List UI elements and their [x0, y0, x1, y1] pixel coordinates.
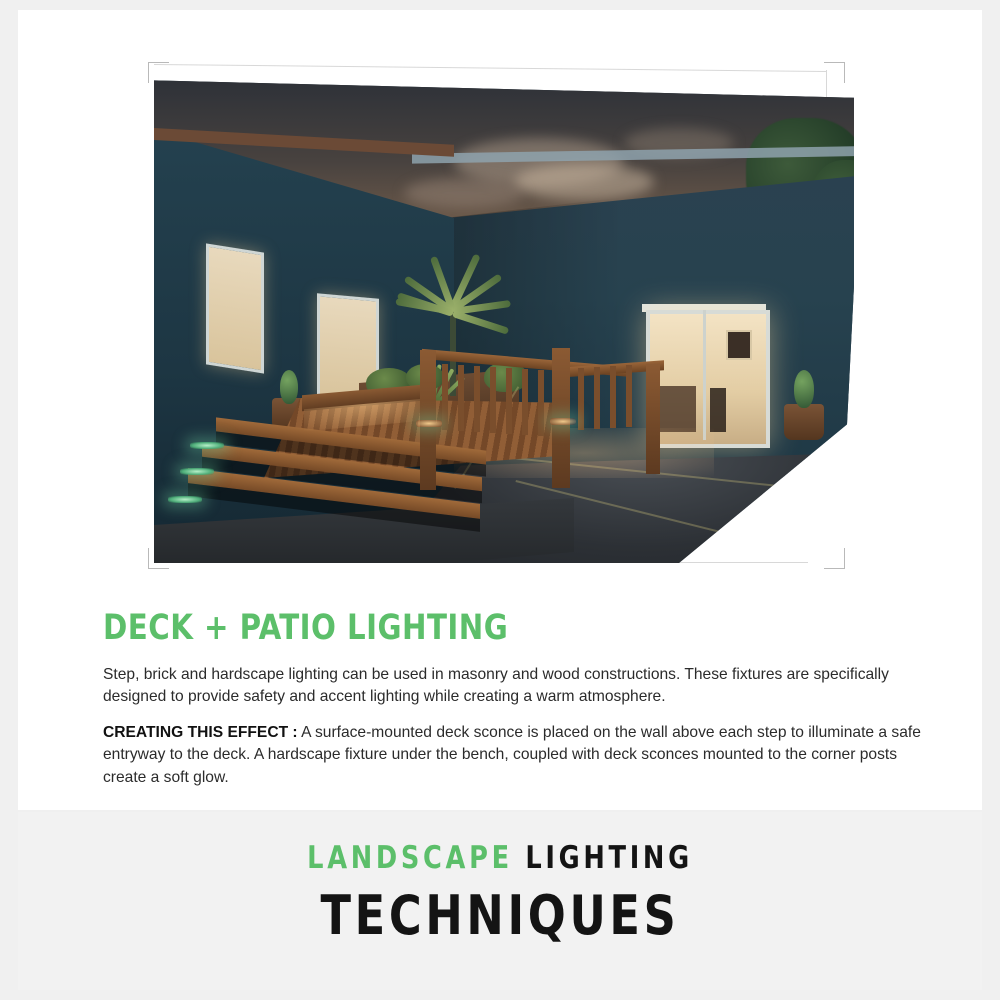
window-left	[206, 243, 264, 373]
effect-paragraph	[103, 722, 933, 788]
page-title: DECK + PATIO LIGHTING	[103, 608, 509, 648]
footer-band	[18, 812, 982, 990]
step-light	[190, 442, 224, 449]
footer-word-landscape: LANDSCAPE	[307, 840, 513, 876]
step-light	[180, 468, 214, 475]
railing-baluster	[458, 365, 464, 431]
effect-label: CREATING THIS EFFECT :	[103, 724, 298, 742]
illustration	[138, 50, 878, 580]
railing-corner-post	[646, 364, 660, 474]
railing-baluster	[490, 367, 496, 433]
content-sheet	[18, 10, 982, 810]
railing-baluster	[538, 370, 544, 436]
scene-frame	[154, 68, 854, 563]
night-scene	[154, 68, 854, 563]
railing-baluster	[578, 368, 584, 430]
planter-pot-right	[784, 404, 824, 440]
cactus-left	[280, 370, 298, 404]
cactus-right	[794, 370, 814, 408]
footer-lockup	[18, 840, 982, 947]
interior-furniture	[710, 388, 726, 432]
railing-baluster	[474, 366, 480, 432]
interior-picture	[726, 330, 752, 360]
post-sconce-glow	[550, 418, 576, 425]
cloud	[404, 178, 524, 208]
railing-baluster	[626, 365, 632, 427]
footer-line-2: TECHNIQUES	[320, 884, 680, 947]
post-sconce-glow	[416, 420, 442, 427]
effect-text: A surface-mounted deck sconce is placed on the wall above each step to illuminate a safe entryway to the deck. A hardscape fixture under the bench, coupled with deck sconces mounted to the corner posts create a soft glow.	[103, 724, 921, 786]
railing-baluster	[594, 367, 600, 429]
door-mullion	[703, 310, 706, 440]
cloud	[514, 164, 654, 200]
footer-line-1	[57, 840, 944, 876]
railing-baluster	[442, 364, 448, 430]
footer-word-lighting: LIGHTING	[525, 840, 693, 876]
step-light	[168, 496, 202, 503]
text-block	[103, 608, 933, 803]
railing-baluster	[610, 366, 616, 428]
railing-baluster	[522, 369, 528, 435]
railing-baluster	[506, 368, 512, 434]
intro-paragraph: Step, brick and hardscape lighting can be used in masonry and wood constructions. These fixtures are specifically designed to provide safety and accent lighting while creating a warm atmosphere.	[103, 666, 889, 706]
